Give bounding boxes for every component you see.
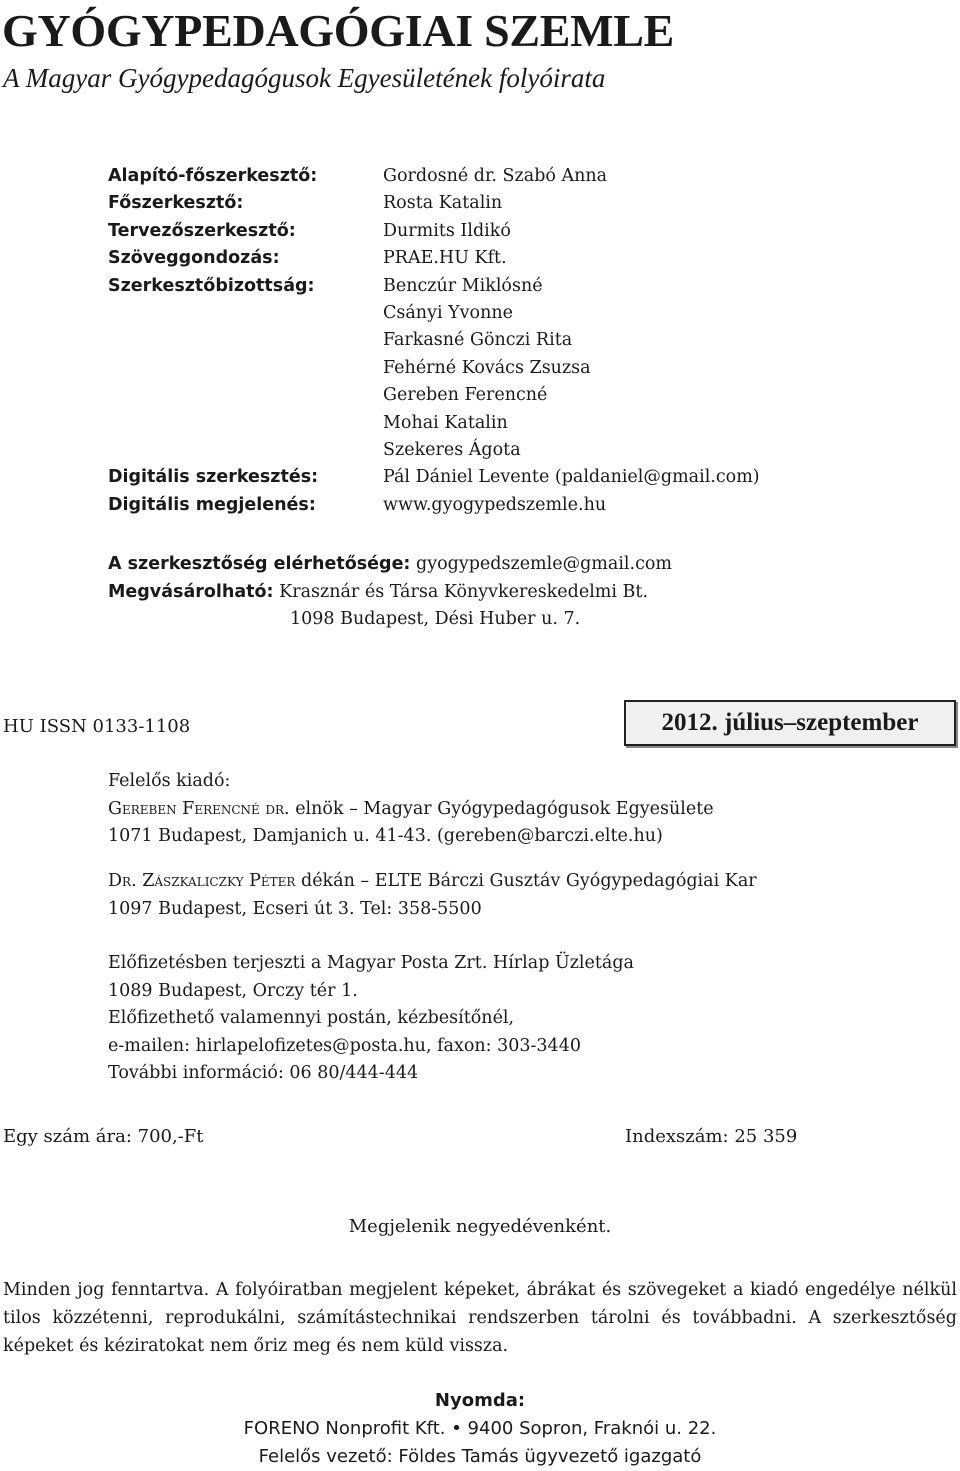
index-number: Indexszám: 25 359 xyxy=(625,1126,798,1147)
issue-date-box xyxy=(624,700,956,746)
masthead xyxy=(108,163,760,519)
issue-date: 2012. július–szeptember xyxy=(661,709,919,736)
masthead-row xyxy=(108,492,760,519)
masthead-label: Digitális megjelenés: xyxy=(108,494,316,515)
publisher-line xyxy=(108,796,714,824)
publisher-block-2 xyxy=(108,868,757,923)
publisher-block xyxy=(108,768,714,851)
publisher-address: 1071 Budapest, Damjanich u. 41-43. (gereben@barczi.elte.hu) xyxy=(108,826,663,846)
masthead-row xyxy=(108,190,760,217)
contact-block xyxy=(108,551,672,634)
printer-block xyxy=(0,1387,960,1471)
journal-subtitle: A Magyar Gyógypedagógusok Egyesületének folyóirata xyxy=(3,63,606,93)
masthead-label xyxy=(108,327,383,354)
masthead-value: Pál Dániel Levente (paldaniel@gmail.com) xyxy=(383,467,760,488)
masthead-row xyxy=(108,410,760,437)
masthead-value: Fehérné Kovács Zsuzsa xyxy=(383,357,591,378)
masthead-row xyxy=(108,464,760,491)
masthead-value: Gereben Ferencné xyxy=(383,385,548,406)
masthead-row xyxy=(108,300,760,327)
purchase-info xyxy=(108,579,672,607)
masthead-label xyxy=(108,437,383,464)
editorial-contact xyxy=(108,551,672,579)
subscription-block xyxy=(108,950,634,1088)
masthead-row xyxy=(108,382,760,409)
masthead-row xyxy=(108,163,760,190)
publisher-role: elnök – Magyar Gyógypedagógusok Egyesülete xyxy=(295,798,714,819)
subscription-line: További információ: 06 80/444-444 xyxy=(108,1063,419,1083)
publisher-address: 1097 Budapest, Ecseri út 3. Tel: 358-5500 xyxy=(108,898,482,919)
printer-line: FORENO Nonprofit Kft. • 9400 Sopron, Fraknói u. 22. xyxy=(243,1418,717,1439)
purchase-address: 1098 Budapest, Dési Huber u. 7. xyxy=(290,609,581,629)
masthead-label: Tervezőszerkesztő: xyxy=(108,220,296,241)
publisher-name: Gereben Ferencné dr. xyxy=(108,798,290,819)
subscription-line: Előfizetésben terjeszti a Magyar Posta Zrt. Hírlap Üzletága xyxy=(108,953,634,973)
masthead-value: Mohai Katalin xyxy=(383,412,508,433)
masthead-row xyxy=(108,327,760,354)
masthead-value: Farkasné Gönczi Rita xyxy=(383,330,573,351)
subscription-line: e-mailen: hirlapelofizetes@posta.hu, faxon: 303-3440 xyxy=(108,1035,581,1056)
masthead-value: Benczúr Miklósné xyxy=(383,275,543,296)
editorial-email: gyogypedszemle@gmail.com xyxy=(416,554,673,574)
masthead-label: Szerkesztőbizottság: xyxy=(108,275,315,296)
masthead-label xyxy=(108,355,383,382)
rights-notice: Minden jog fenntartva. A folyóiratban megjelent képeket, ábrákat és szövegeket a kiadó engedélye nélkül tilos közzétenni, reprodukálni, számítástechnikai rendszerben tárolni és továbbadni. A szerkesztőség képeket és kéziratokat nem őriz meg és nem küld vissza. xyxy=(3,1280,957,1356)
frequency-note: Megjelenik negyedévenként. xyxy=(348,1216,612,1237)
subscription-line: 1089 Budapest, Orczy tér 1. xyxy=(108,980,358,1001)
editorial-contact-label: A szerkesztőség elérhetősége: xyxy=(108,554,411,574)
masthead-row xyxy=(108,273,760,300)
masthead-label: Szöveggondozás: xyxy=(108,248,280,269)
masthead-row xyxy=(108,218,760,245)
masthead-row xyxy=(108,355,760,382)
publisher-name: Dr. Zászkaliczky Péter xyxy=(108,871,296,891)
masthead-value: Szekeres Ágota xyxy=(383,439,521,460)
issue-price: Egy szám ára: 700,-Ft xyxy=(3,1126,204,1147)
masthead-label: Alapító-főszerkesztő: xyxy=(108,166,318,186)
publisher-role: dékán – ELTE Bárczi Gusztáv Gyógypedagógiai Kar xyxy=(301,871,757,891)
masthead-label: Főszerkesztő: xyxy=(108,193,244,214)
masthead-value: Durmits Ildikó xyxy=(383,220,511,241)
masthead-label xyxy=(108,382,383,409)
printer-label: Nyomda: xyxy=(434,1390,526,1411)
masthead-row xyxy=(108,245,760,272)
masthead-label: Digitális szerkesztés: xyxy=(108,467,319,488)
masthead-value: www.gyogypedszemle.hu xyxy=(383,494,607,515)
masthead-label xyxy=(108,410,383,437)
masthead-row xyxy=(108,437,760,464)
masthead-value: Gordosné dr. Szabó Anna xyxy=(383,166,608,186)
publisher-line xyxy=(108,868,757,896)
masthead-value: Rosta Katalin xyxy=(383,193,503,214)
purchase-seller: Krasznár és Társa Könyvkereskedelmi Bt. xyxy=(279,581,649,602)
masthead-value: Csányi Yvonne xyxy=(383,302,513,323)
journal-title: GYÓGYPEDAGÓGIAI SZEMLE xyxy=(2,5,674,56)
masthead-value: PRAE.HU Kft. xyxy=(383,248,507,269)
masthead-label xyxy=(108,300,383,327)
publisher-label: Felelős kiadó: xyxy=(108,771,231,791)
purchase-label: Megvásárolható: xyxy=(108,581,274,602)
printer-manager: Felelős vezető: Földes Tamás ügyvezető igazgató xyxy=(258,1446,702,1467)
issn-number: HU ISSN 0133-1108 xyxy=(3,716,191,737)
subscription-line: Előfizethető valamennyi postán, kézbesítőnél, xyxy=(108,1008,515,1028)
